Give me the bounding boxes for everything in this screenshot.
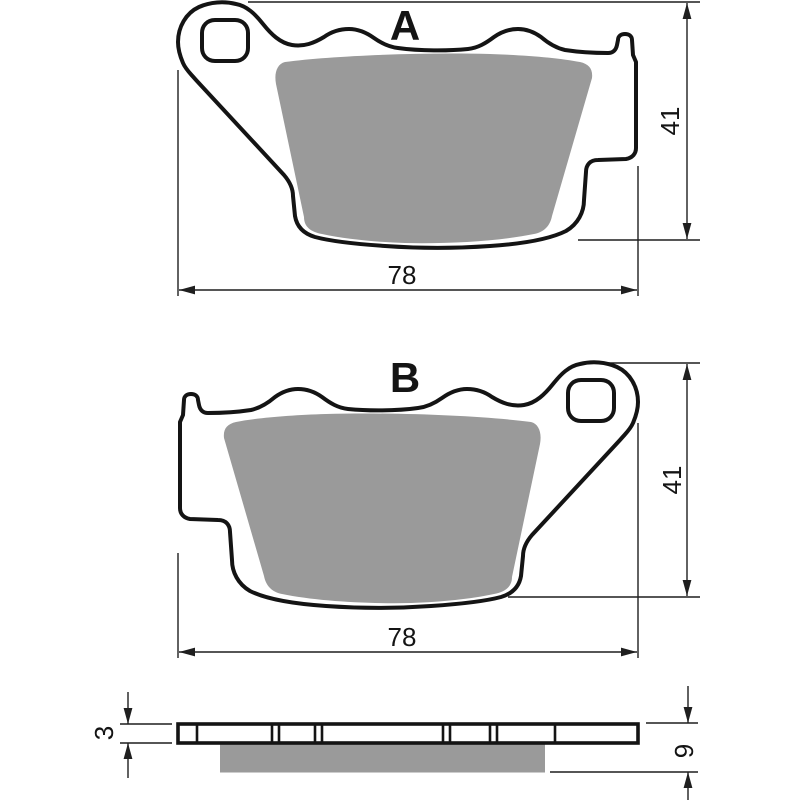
arrowhead-right-icon [621, 648, 637, 657]
view-label-b: B [389, 354, 421, 401]
width-value-a: 78 [387, 260, 417, 290]
arrowhead-down-icon [684, 707, 693, 723]
height-value-a: 41 [654, 106, 685, 136]
view-label-a: A [389, 2, 421, 49]
backing-plate-side [178, 724, 638, 743]
mounting-hole-b [568, 380, 614, 421]
arrowhead-down-icon [124, 708, 133, 724]
mounting-hole-a [202, 20, 248, 61]
arrowhead-down-icon [683, 223, 692, 239]
friction-material-side [220, 744, 545, 773]
arrowhead-right-icon [621, 286, 637, 295]
arrowhead-down-icon [683, 580, 692, 596]
width-value-b: 78 [387, 622, 417, 652]
arrowhead-left-icon [179, 648, 195, 657]
arrowhead-up-icon [683, 3, 692, 19]
arrowhead-up-icon [683, 364, 692, 380]
dimension-plate-thickness [89, 692, 172, 778]
height-value-b: 41 [656, 465, 687, 495]
side-view [89, 686, 699, 800]
arrowhead-up-icon [124, 743, 133, 759]
plate-thickness-value: 3 [88, 725, 119, 741]
arrowhead-left-icon [179, 286, 195, 295]
friction-material-a [275, 53, 592, 243]
overall-thickness-value: 9 [668, 743, 699, 759]
friction-material-b [224, 413, 541, 603]
arrowhead-up-icon [684, 772, 693, 788]
